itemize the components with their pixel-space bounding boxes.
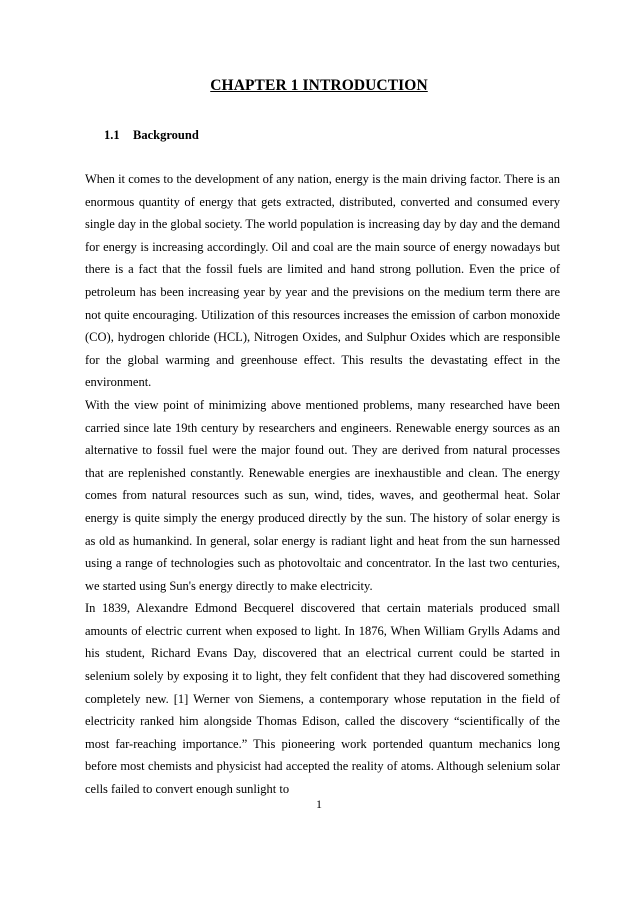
paragraph-2: With the view point of minimizing above mentioned problems, many researched have been carried since late 19th century by researchers and engineers. Renewable energy sources as an alternative to fossil fuel were the major found out. They are derived from natural processes that are replenished constantly. Renewable energies are inexhaustible and clean. The energy comes from natural resources such as sun, wind, tides, waves, and geothermal heat. Solar energy is quite simply the energy produced directly by the sun. The history of solar energy is as old as humankind. In general, solar energy is radiant light and heat from the sun harnessed using a range of technologies such as photovoltaic and concentrator. In the last two centuries, we started using Sun's energy directly to make electricity. (85, 397, 560, 593)
section-number: 1.1 (104, 128, 120, 142)
page-number: 1 (316, 797, 322, 811)
paragraph-1: When it comes to the development of any nation, energy is the main driving factor. There is an enormous quantity of energy that gets extracted, distributed, converted and consumed every single day in the global society. The world population is increasing day by day and the demand for energy is increasing accordingly. Oil and coal are the main source of energy nowadays but there is a fact that the fossil fuels are limited and hand strong pollution. Even the price of petroleum has been increasing year by year and the previsions on the medium term there are not quite encouraging. Utilization of this resources increases the emission of carbon monoxide (CO), hydrogen chloride (HCL), Nitrogen Oxides, and Sulphur Oxides which are responsible for the global warming and greenhouse effect. This results the devastating effect in the environment. (85, 172, 560, 390)
section-heading (104, 128, 199, 143)
chapter-title: CHAPTER 1 INTRODUCTION (210, 77, 428, 94)
body-text (85, 168, 560, 801)
paragraph-3: In 1839, Alexandre Edmond Becquerel discovered that certain materials produced small amounts of electric current when exposed to light. In 1876, When William Grylls Adams and his student, Richard Evans Day, discovered that an electrical current could be started in selenium solely by exposing it to light, they felt confident that they had discovered something completely new. [1] Werner von Siemens, a contemporary whose reputation in the field of electricity ranked him alongside Thomas Edison, called the discovery “scientifically of the most far-reaching importance.” This pioneering work portended quantum mechanics long before most chemists and physicist had accepted the reality of atoms. Although selenium solar cells failed to convert enough sunlight to (85, 601, 560, 797)
section-title: Background (133, 128, 199, 142)
